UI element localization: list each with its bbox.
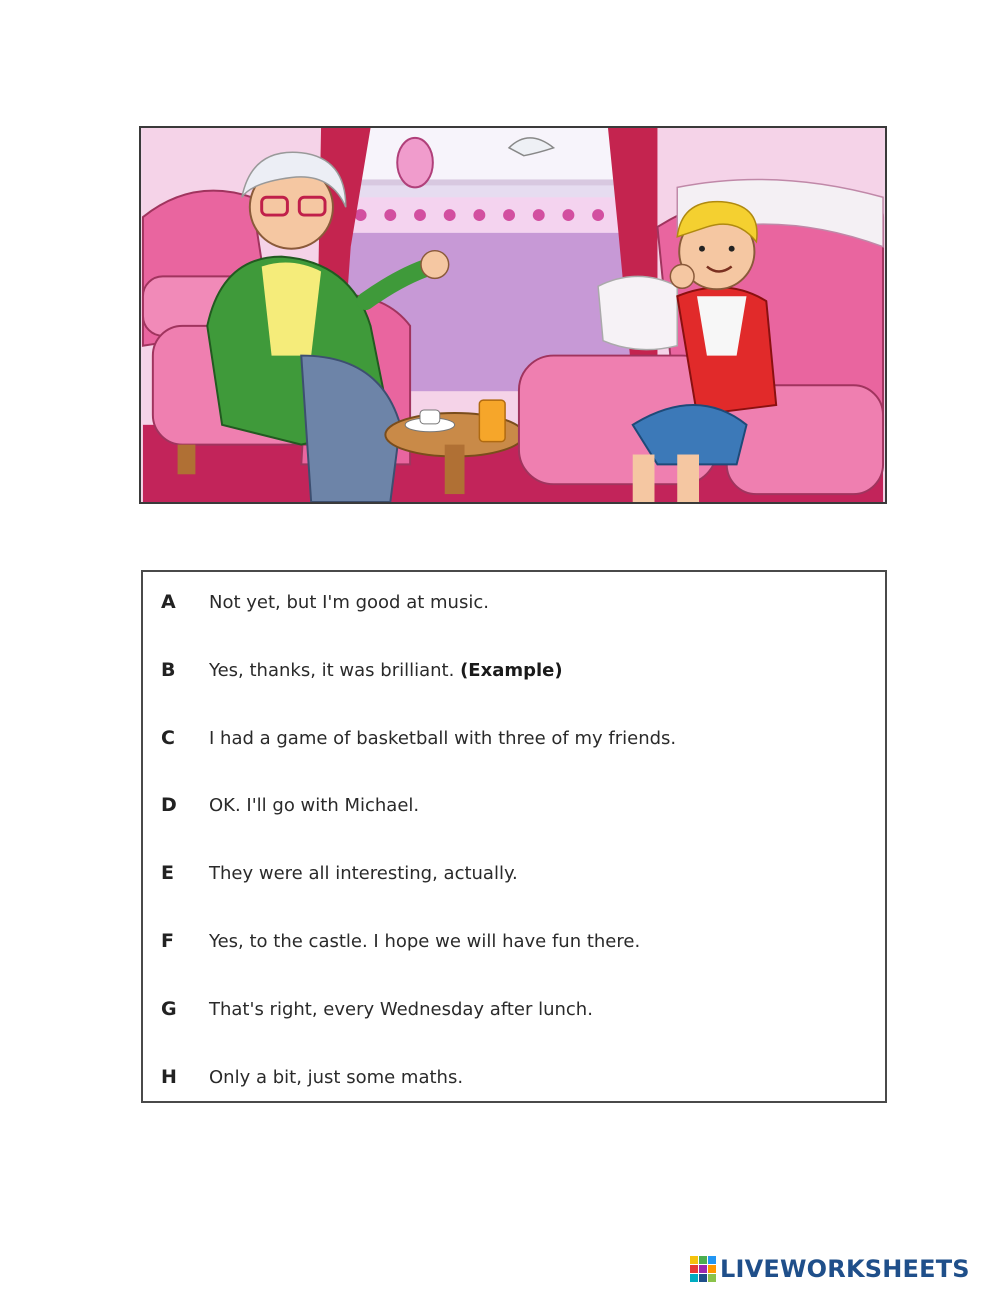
answer-letter: D — [161, 794, 177, 816]
answer-option-h — [143, 1057, 885, 1097]
answer-letter: G — [161, 998, 177, 1020]
answer-option-d — [143, 785, 885, 825]
answer-option-c — [143, 718, 885, 758]
liveworksheets-logo[interactable] — [690, 1252, 970, 1286]
brand-name: LIVEWORKSHEETS — [720, 1255, 970, 1283]
answer-letter: E — [161, 862, 174, 884]
answer-text: I had a game of basketball with three of my friends. — [209, 727, 677, 749]
answer-option-g — [143, 989, 885, 1029]
answer-text: Yes, to the castle. I hope we will have fun there. — [209, 930, 641, 952]
answer-text: Yes, thanks, it was brilliant. (Example) — [209, 659, 563, 681]
answer-text: They were all interesting, actually. — [209, 862, 518, 884]
answer-text: Not yet, but I'm good at music. — [209, 591, 489, 613]
answer-option-a — [143, 582, 885, 622]
example-label: (Example) — [460, 659, 563, 681]
answer-letter: A — [161, 591, 176, 613]
answer-text: OK. I'll go with Michael. — [209, 794, 420, 816]
answer-text: That's right, every Wednesday after lunch. — [209, 998, 593, 1020]
answer-option-f — [143, 921, 885, 961]
illustration-grandma-and-boy — [139, 126, 887, 504]
answer-letter: H — [161, 1066, 177, 1088]
answer-option-b — [143, 650, 885, 690]
answer-letter: C — [161, 727, 175, 749]
answer-text: Only a bit, just some maths. — [209, 1066, 464, 1088]
answer-option-e — [143, 853, 885, 893]
answer-letter: B — [161, 659, 176, 681]
living-room-scene — [141, 128, 885, 502]
answer-letter: F — [161, 930, 174, 952]
liveworksheets-logo-icon — [690, 1256, 716, 1282]
answer-options-box — [141, 570, 887, 1103]
